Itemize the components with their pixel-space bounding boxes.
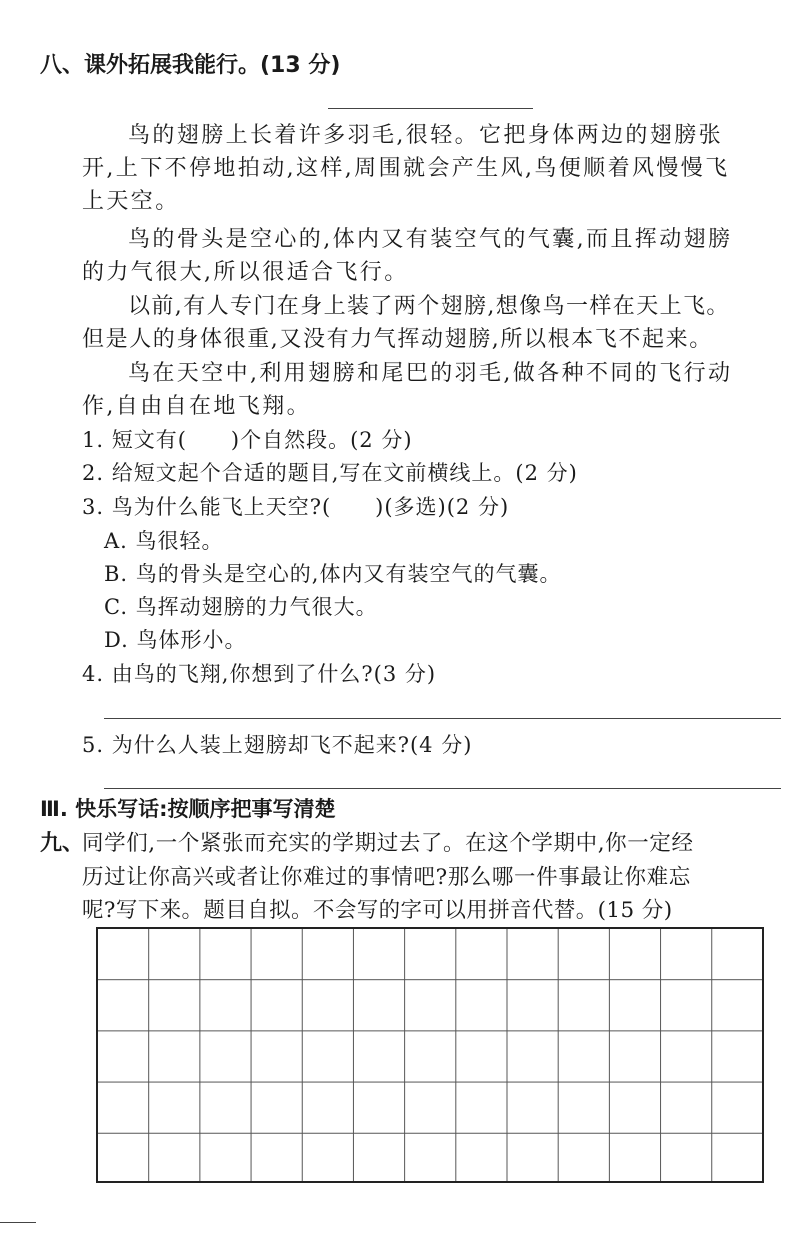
section-8-heading: 八、课外拓展我能行。(13 分) <box>40 53 341 78</box>
section-9-line: 同学们,一个紧张而充实的学期过去了。在这个学期中,你一定经 <box>82 831 694 856</box>
page-edge-mark <box>0 1222 36 1223</box>
passage-line: 上天空。 <box>82 189 180 214</box>
writing-grid[interactable] <box>96 927 764 1183</box>
passage-line: 开,上下不停地拍动,这样,周围就会产生风,鸟便顺着风慢慢飞 <box>82 156 730 181</box>
question-4: 4. 由鸟的飞翔,你想到了什么?(3 分) <box>82 662 437 686</box>
option-d: D. 鸟体形小。 <box>104 628 247 652</box>
title-blank-line <box>328 108 533 109</box>
question-1: 1. 短文有( )个自然段。(2 分) <box>82 428 413 452</box>
option-a: A. 鸟很轻。 <box>104 529 224 553</box>
part-3-heading: Ⅲ. 快乐写话:按顺序把事写清楚 <box>40 797 336 821</box>
passage-line: 以前,有人专门在身上装了两个翅膀,想像鸟一样在天上飞。 <box>128 294 730 319</box>
option-c: C. 鸟挥动翅膀的力气很大。 <box>104 595 378 619</box>
passage-line: 的力气很大,所以很适合飞行。 <box>82 260 409 285</box>
question-3: 3. 鸟为什么能飞上天空?( )(多选)(2 分) <box>82 495 510 519</box>
passage-line: 鸟在天空中,利用翅膀和尾巴的羽毛,做各种不同的飞行动 <box>128 361 733 386</box>
section-9-line: 呢?写下来。题目自拟。不会写的字可以用拼音代替。(15 分) <box>82 898 673 923</box>
section-9-line: 历过让你高兴或者让你难过的事情吧?那么哪一件事最让你难忘 <box>82 865 691 890</box>
option-b: B. 鸟的骨头是空心的,体内又有装空气的气囊。 <box>104 562 562 586</box>
passage-line: 但是人的身体很重,又没有力气挥动翅膀,所以根本飞不起来。 <box>82 327 713 352</box>
section-9-number: 九、 <box>40 831 85 856</box>
question-2: 2. 给短文起个合适的题目,写在文前横线上。(2 分) <box>82 461 578 485</box>
question-5: 5. 为什么人装上翅膀却飞不起来?(4 分) <box>82 733 473 757</box>
answer-line-4 <box>104 718 781 719</box>
passage-line: 鸟的骨头是空心的,体内又有装空气的气囊,而且挥动翅膀 <box>128 227 733 252</box>
passage-line: 鸟的翅膀上长着许多羽毛,很轻。它把身体两边的翅膀张 <box>128 123 723 148</box>
answer-line-5 <box>104 788 781 789</box>
passage-line: 作,自由自在地飞翔。 <box>82 394 311 419</box>
